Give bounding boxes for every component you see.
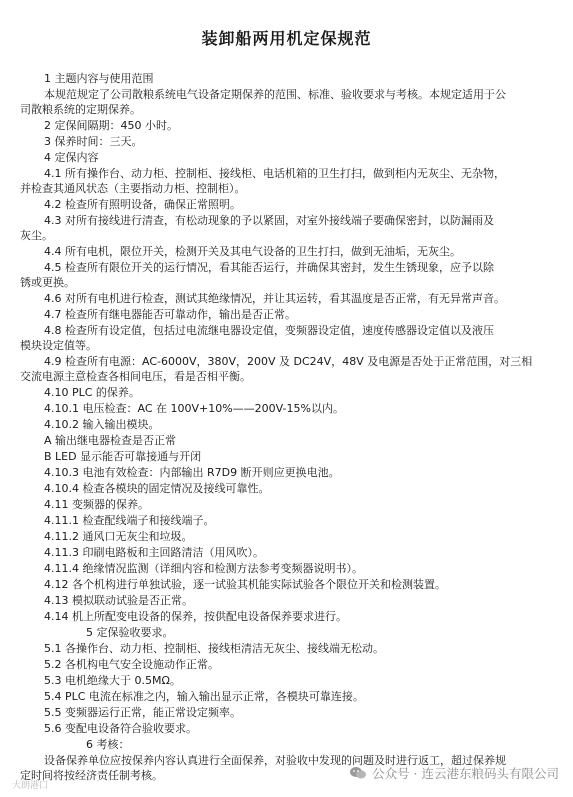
text-line: 5.5 变频器运行正常，能正常设定频率。 xyxy=(44,706,241,719)
watermark-account: 公众号 · 连云港东粮码头有限公司 xyxy=(372,766,559,781)
text-line: 5.6 变配电设备符合验收要求。 xyxy=(44,722,197,735)
text-line: 4.11 变频器的保养。 xyxy=(44,498,149,511)
text-line: 3 保养时间：三天。 xyxy=(44,135,143,148)
text-line: 4.11.4 绝缘情况监测（详细内容和检测方法参考变频器说明书）。 xyxy=(44,562,363,575)
watermark-left: 大朗港囗 xyxy=(12,781,49,791)
text-line: 4.11.3 印刷电路板和主回路清洁（用风吹）。 xyxy=(44,546,264,559)
text-line: 1 主题内容与使用范围 xyxy=(44,72,154,85)
text-line: 设备保养单位应按保养内容认真进行全面保养，对验收中发现的问题及时进行返工，超过保养规 xyxy=(44,754,506,767)
text-line: 5 定保验收要求。 xyxy=(86,626,174,639)
text-line: 并检查其通风状态（主要指动力柜、控制柜）。 xyxy=(20,182,246,195)
text-line: 4.10.4 检查各模块的固定情况及接线可靠性。 xyxy=(44,482,270,495)
text-line: 4.5 检查所有限位开关的运行情况，看其能否运行，并确保其密封，发生生锈现象，应予以除 xyxy=(44,261,494,274)
text-line: 5.3 电机绝缘大于 0.5MΩ。 xyxy=(44,674,181,687)
text-line: 5.1 各操作台、动力柜、控制柜、接线柜清洁无灰尘、接线端无松动。 xyxy=(44,642,384,655)
text-line: 6 考核： xyxy=(86,738,130,751)
text-line: 模块设定值等。 xyxy=(20,339,97,352)
wechat-icon xyxy=(349,766,367,780)
text-line: 锈或更换。 xyxy=(20,276,75,289)
text-line: 本规范规定了公司散粮系统电气设备定期保养的范围、标准、验收要求与考核。本规定适用于公 xyxy=(44,88,506,101)
text-line: 4.12 各个机构进行单独试验，逐一试验其机能实际试验各个限位开关和检测装置。 xyxy=(44,578,446,591)
text-line: B LED 显示能否可靠接通与开闭 xyxy=(44,450,202,463)
text-line: 4.2 检查所有照明设备，确保正常照明。 xyxy=(44,198,241,211)
text-line: 灰尘。 xyxy=(20,229,53,242)
text-line: 4.7 检查所有继电器能否可靠动作，输出是否正常。 xyxy=(44,308,296,321)
text-line: 4.11.1 检查配线端子和接线端子。 xyxy=(44,514,215,527)
text-line: 4.3 对所有接线进行清查，有松动现象的予以紧固，对室外接线端子要确保密封，以防漏雨及 xyxy=(44,214,494,227)
text-line: 2 定保间隔期：450 小时。 xyxy=(44,119,178,132)
text-line: 4.13 模拟联动试验是否正常。 xyxy=(44,594,193,607)
text-line: 司散粮系统的定期保养。 xyxy=(20,103,141,116)
text-line: 4 定保内容 xyxy=(44,151,99,164)
text-line: 4.1 所有操作台、动力柜、控制柜、接线柜、电话机箱的卫生打扫，做到柜内无灰尘、无杂物， xyxy=(44,167,505,180)
text-line: 4.4 所有电机，限位开关，检测开关及其电气设备的卫生打扫，做到无油垢，无灰尘。 xyxy=(44,245,461,258)
text-line: A 输出继电器检查是否正常 xyxy=(44,434,177,447)
text-line: 4.11.2 通风口无灰尘和垃圾。 xyxy=(44,530,193,543)
text-line: 交流电源主意检查各相间电压，看是否相平衡。 xyxy=(20,370,251,383)
text-line: 4.10.3 电池有效检查：内部输出 R7D9 断开则应更换电池。 xyxy=(44,466,340,479)
text-line: 4.6 对所有电机进行检查，测试其绝缘情况，并让其运转，看其温度是否正常，有无异常声音。 xyxy=(44,292,505,305)
document-title: 装卸船两用机定保规范 xyxy=(201,29,372,48)
text-line: 定时间将按经济责任制考核。 xyxy=(20,769,163,782)
text-line: 4.10 PLC 的保养。 xyxy=(44,386,140,399)
text-line: 4.10.1 电压检查：AC 在 100V+10%——200V-15%以内。 xyxy=(44,402,344,415)
watermark-right xyxy=(349,764,559,782)
text-line: 4.9 检查所有电源：AC-6000V，380V，200V 及 DC24V，48V 及电源是否处于正常范围，对三相 xyxy=(44,355,533,368)
text-line: 4.8 检查所有设定值，包括过电流继电器设定值，变频器设定值，速度传感器设定值以及液压 xyxy=(44,324,494,337)
text-line: 5.4 PLC 电流在标准之内，输入输出显示正常，各模块可靠连接。 xyxy=(44,690,364,703)
text-line: 4.10.2 输入输出模块。 xyxy=(44,418,160,431)
text-line: 5.2 各机构电气安全设施动作正常。 xyxy=(44,658,219,671)
text-line: 4.14 机上所配变电设备的保养，按供配电设备保养要求进行。 xyxy=(44,610,347,623)
